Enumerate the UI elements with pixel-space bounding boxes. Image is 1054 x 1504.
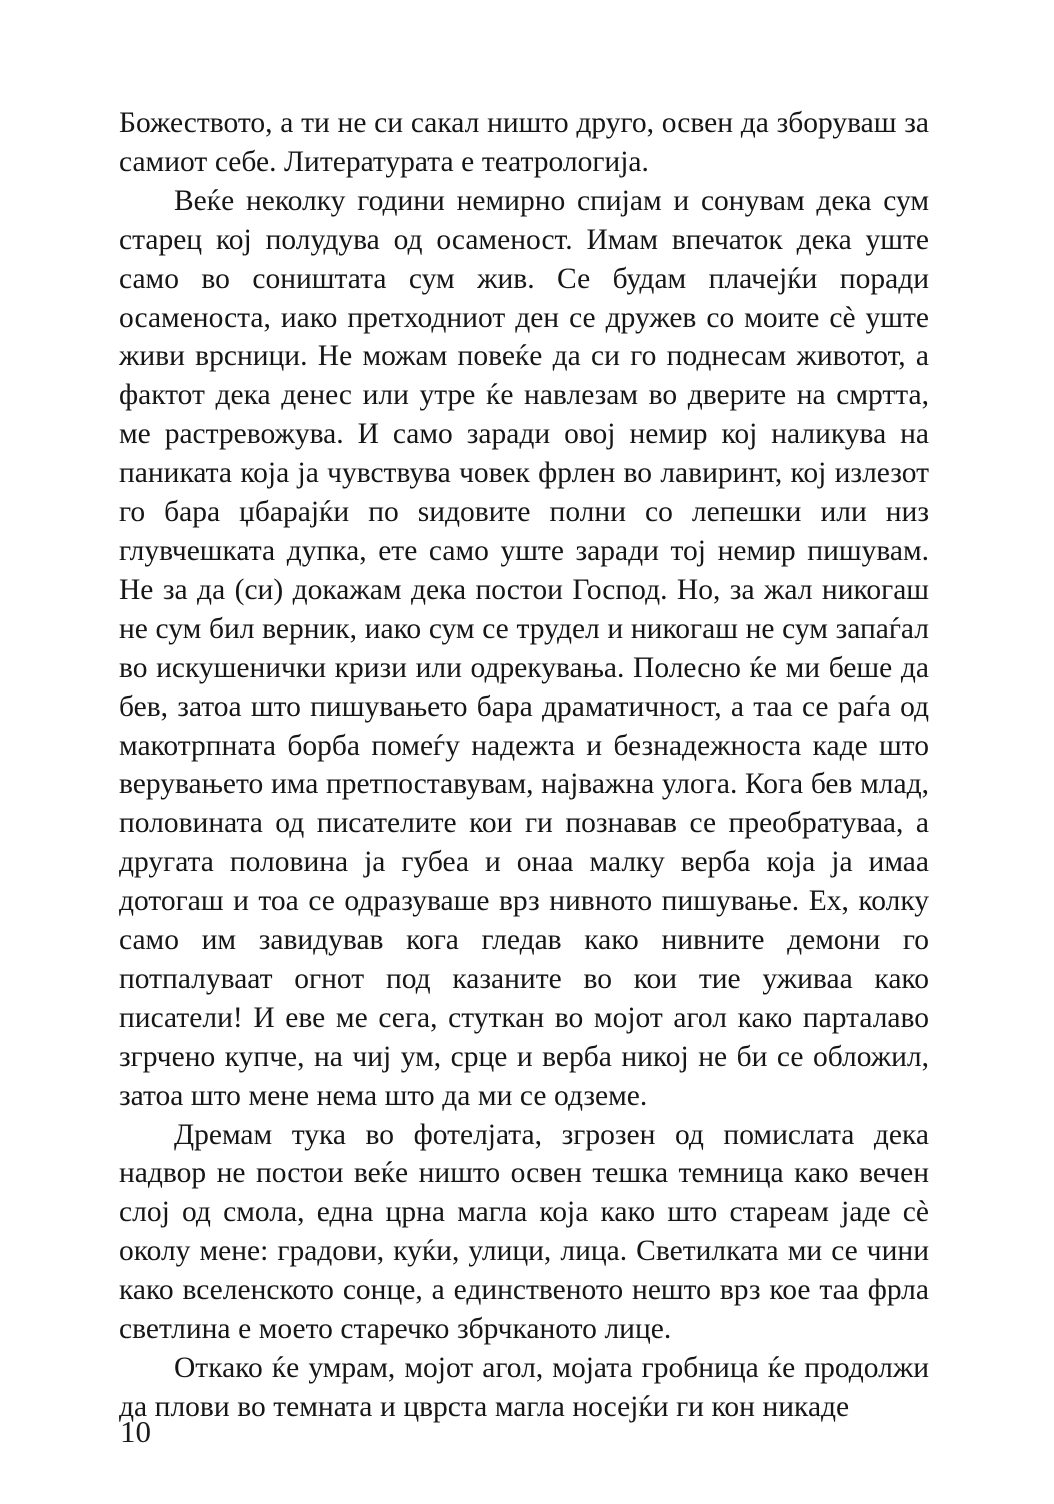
page-text-block — [119, 104, 929, 1427]
page-number: 10 — [120, 1414, 151, 1449]
paragraph-1: Божеството, а ти не си сакал ништо друго, освен да зборуваш за самиот себе. Литературата е театрологија. — [119, 107, 929, 178]
paragraph-4: Откако ќе умрам, мојот агол, мојата гробница ќе продолжи да плови во темната и цврста магла носејќи ги кон никаде — [119, 1352, 929, 1423]
paragraph-3: Дремам тука во фотелјата, згрозен од помислата дека надвор не постои веќе ништо освен тешка темница како вечен слој од смола, една црна магла која како што стареам јаде сѐ околу мене: градови, куќи, улици, лица. Светилката ми се чини како вселенското сонце, а единственото нешто врз кое таа фрла светлина е моето старечко збрчканото лице. — [119, 1118, 929, 1346]
paragraph-2: Веќе неколку години немирно спијам и сонувам дека сум старец кој полудува од осаменост. Имам впечаток дека уште само во соништата сум жив. Се будам плачејќи поради осаменоста, иако претходниот ден се дружев со моите сѐ уште живи врсници. Не можам повеќе да си го поднесам животот, а фактот дека денес или утре ќе навлезам во дверите на смртта, ме растревожува. И само заради овој немир кој наликува на паниката која ја чувствува човек фрлен во лавиринт, кој излезот го бара џбарајќи по ѕидовите полни со лепешки или низ глувчешката дупка, ете само уште заради тој немир пишувам. Не за да (си) докажам дека постои Господ. Но, за жал никогаш не сум бил верник, иако сум се трудел и никогаш не сум запаѓал во искушенички кризи или одрекувања. Полесно ќе ми беше да бев, затоа што пишувањето бара драматичност, а таа се раѓа од макотрпната борба помеѓу надежта и безнадежноста каде што верувањето има претпоставувам, најважна улога. Кога бев млад, половината од писателите кои ги познавав се преобратуваа, а другата половина ја губеа и онаа малку верба која ја имаа дотогаш и тоа се одразуваше врз нивното пишување. Ех, колку само им завидував кога гледав како нивните демони го потпалуваат огнот под казаните во кои тие уживаа како писатели! И еве ме сега, стуткан во мојот агол како парталаво згрчено купче, на чиј ум, срце и верба никој не би се обложил, затоа што мене нема што да ми се одземе. — [119, 184, 929, 1112]
